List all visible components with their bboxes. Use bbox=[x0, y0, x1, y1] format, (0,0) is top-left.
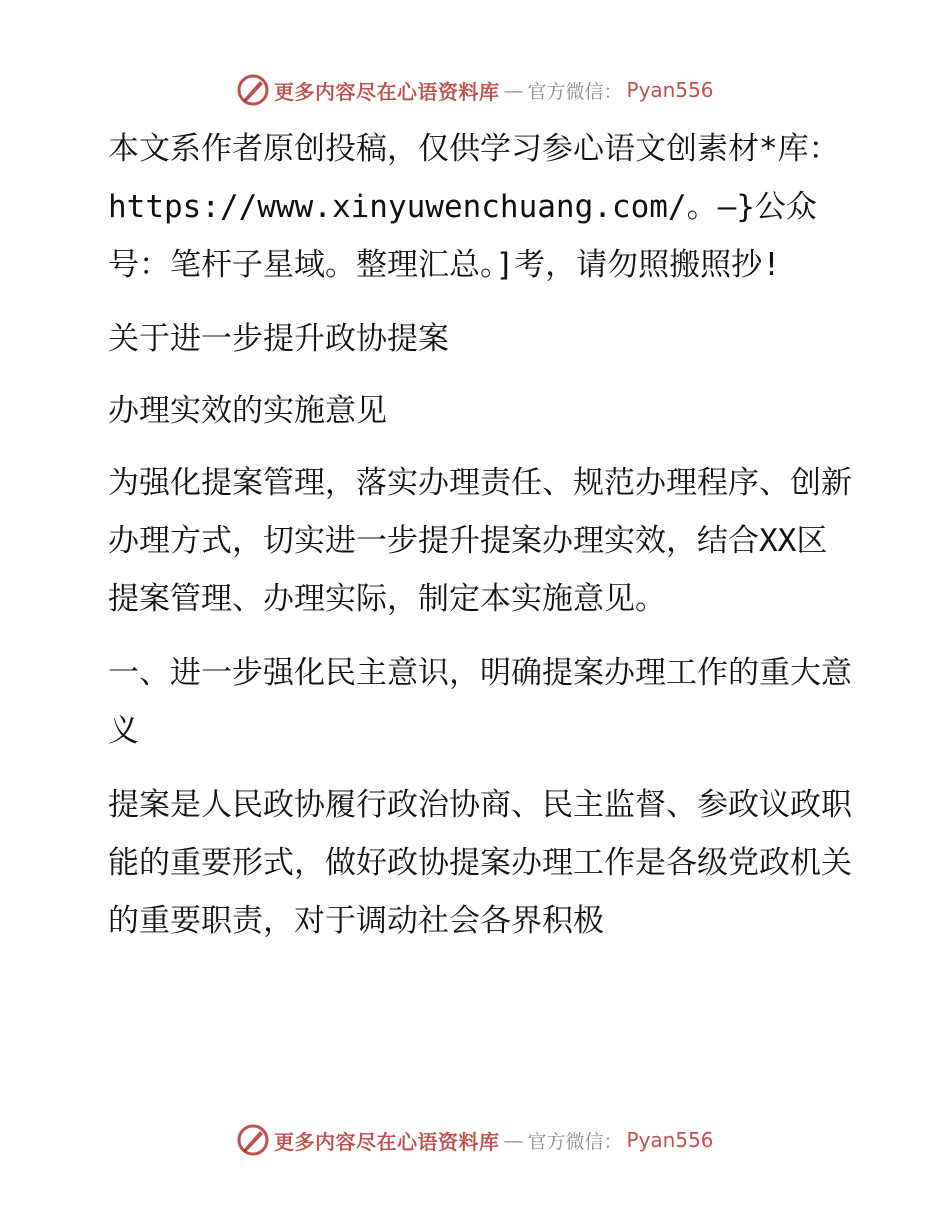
banner-main-text: 更多内容尽在心语资料库 bbox=[274, 1129, 500, 1154]
banner-main-text: 更多内容尽在心语资料库 bbox=[274, 79, 500, 104]
banner-separator: — bbox=[503, 1128, 524, 1152]
title-line-1: 关于进一步提升政协提案 bbox=[108, 321, 449, 357]
banner-wechat-label: 官方微信： bbox=[527, 80, 623, 103]
section-heading-1: 一、进一步强化民主意识，明确提案办理工作的重大意义 bbox=[108, 655, 852, 749]
body-paragraph: 提案是人民政协履行政治协商、民主监督、参政议政职能的重要形式，做好政协提案办理工作是各级党政机关的重要职责，对于调动社会各界积极 bbox=[108, 787, 852, 939]
banner-wechat-id: Pyan556 bbox=[626, 1128, 714, 1152]
intro-paragraph: 为强化提案管理，落实办理责任、规范办理程序、创新办理方式，切实进一步提升提案办理实效，结合XX区提案管理、办理实际，制定本实施意见。 bbox=[108, 465, 852, 617]
quill-pen-logo-icon bbox=[236, 73, 270, 107]
disclaimer-paragraph: 本文系作者原创投稿，仅供学习参心语文创素材*库：https://www.xinyuwenchuang.com/。—}公众号：笔杆子星域。整理汇总。]考，请勿照搬照抄! bbox=[108, 131, 840, 283]
footer-banner[interactable] bbox=[236, 1122, 714, 1158]
quill-pen-logo-icon bbox=[236, 1123, 270, 1157]
banner-separator: — bbox=[503, 78, 524, 102]
header-banner[interactable] bbox=[236, 72, 714, 108]
banner-wechat-label: 官方微信： bbox=[527, 1130, 623, 1153]
document-body bbox=[98, 120, 858, 966]
banner-wechat-id: Pyan556 bbox=[626, 78, 714, 102]
title-line-2: 办理实效的实施意见 bbox=[108, 393, 387, 429]
